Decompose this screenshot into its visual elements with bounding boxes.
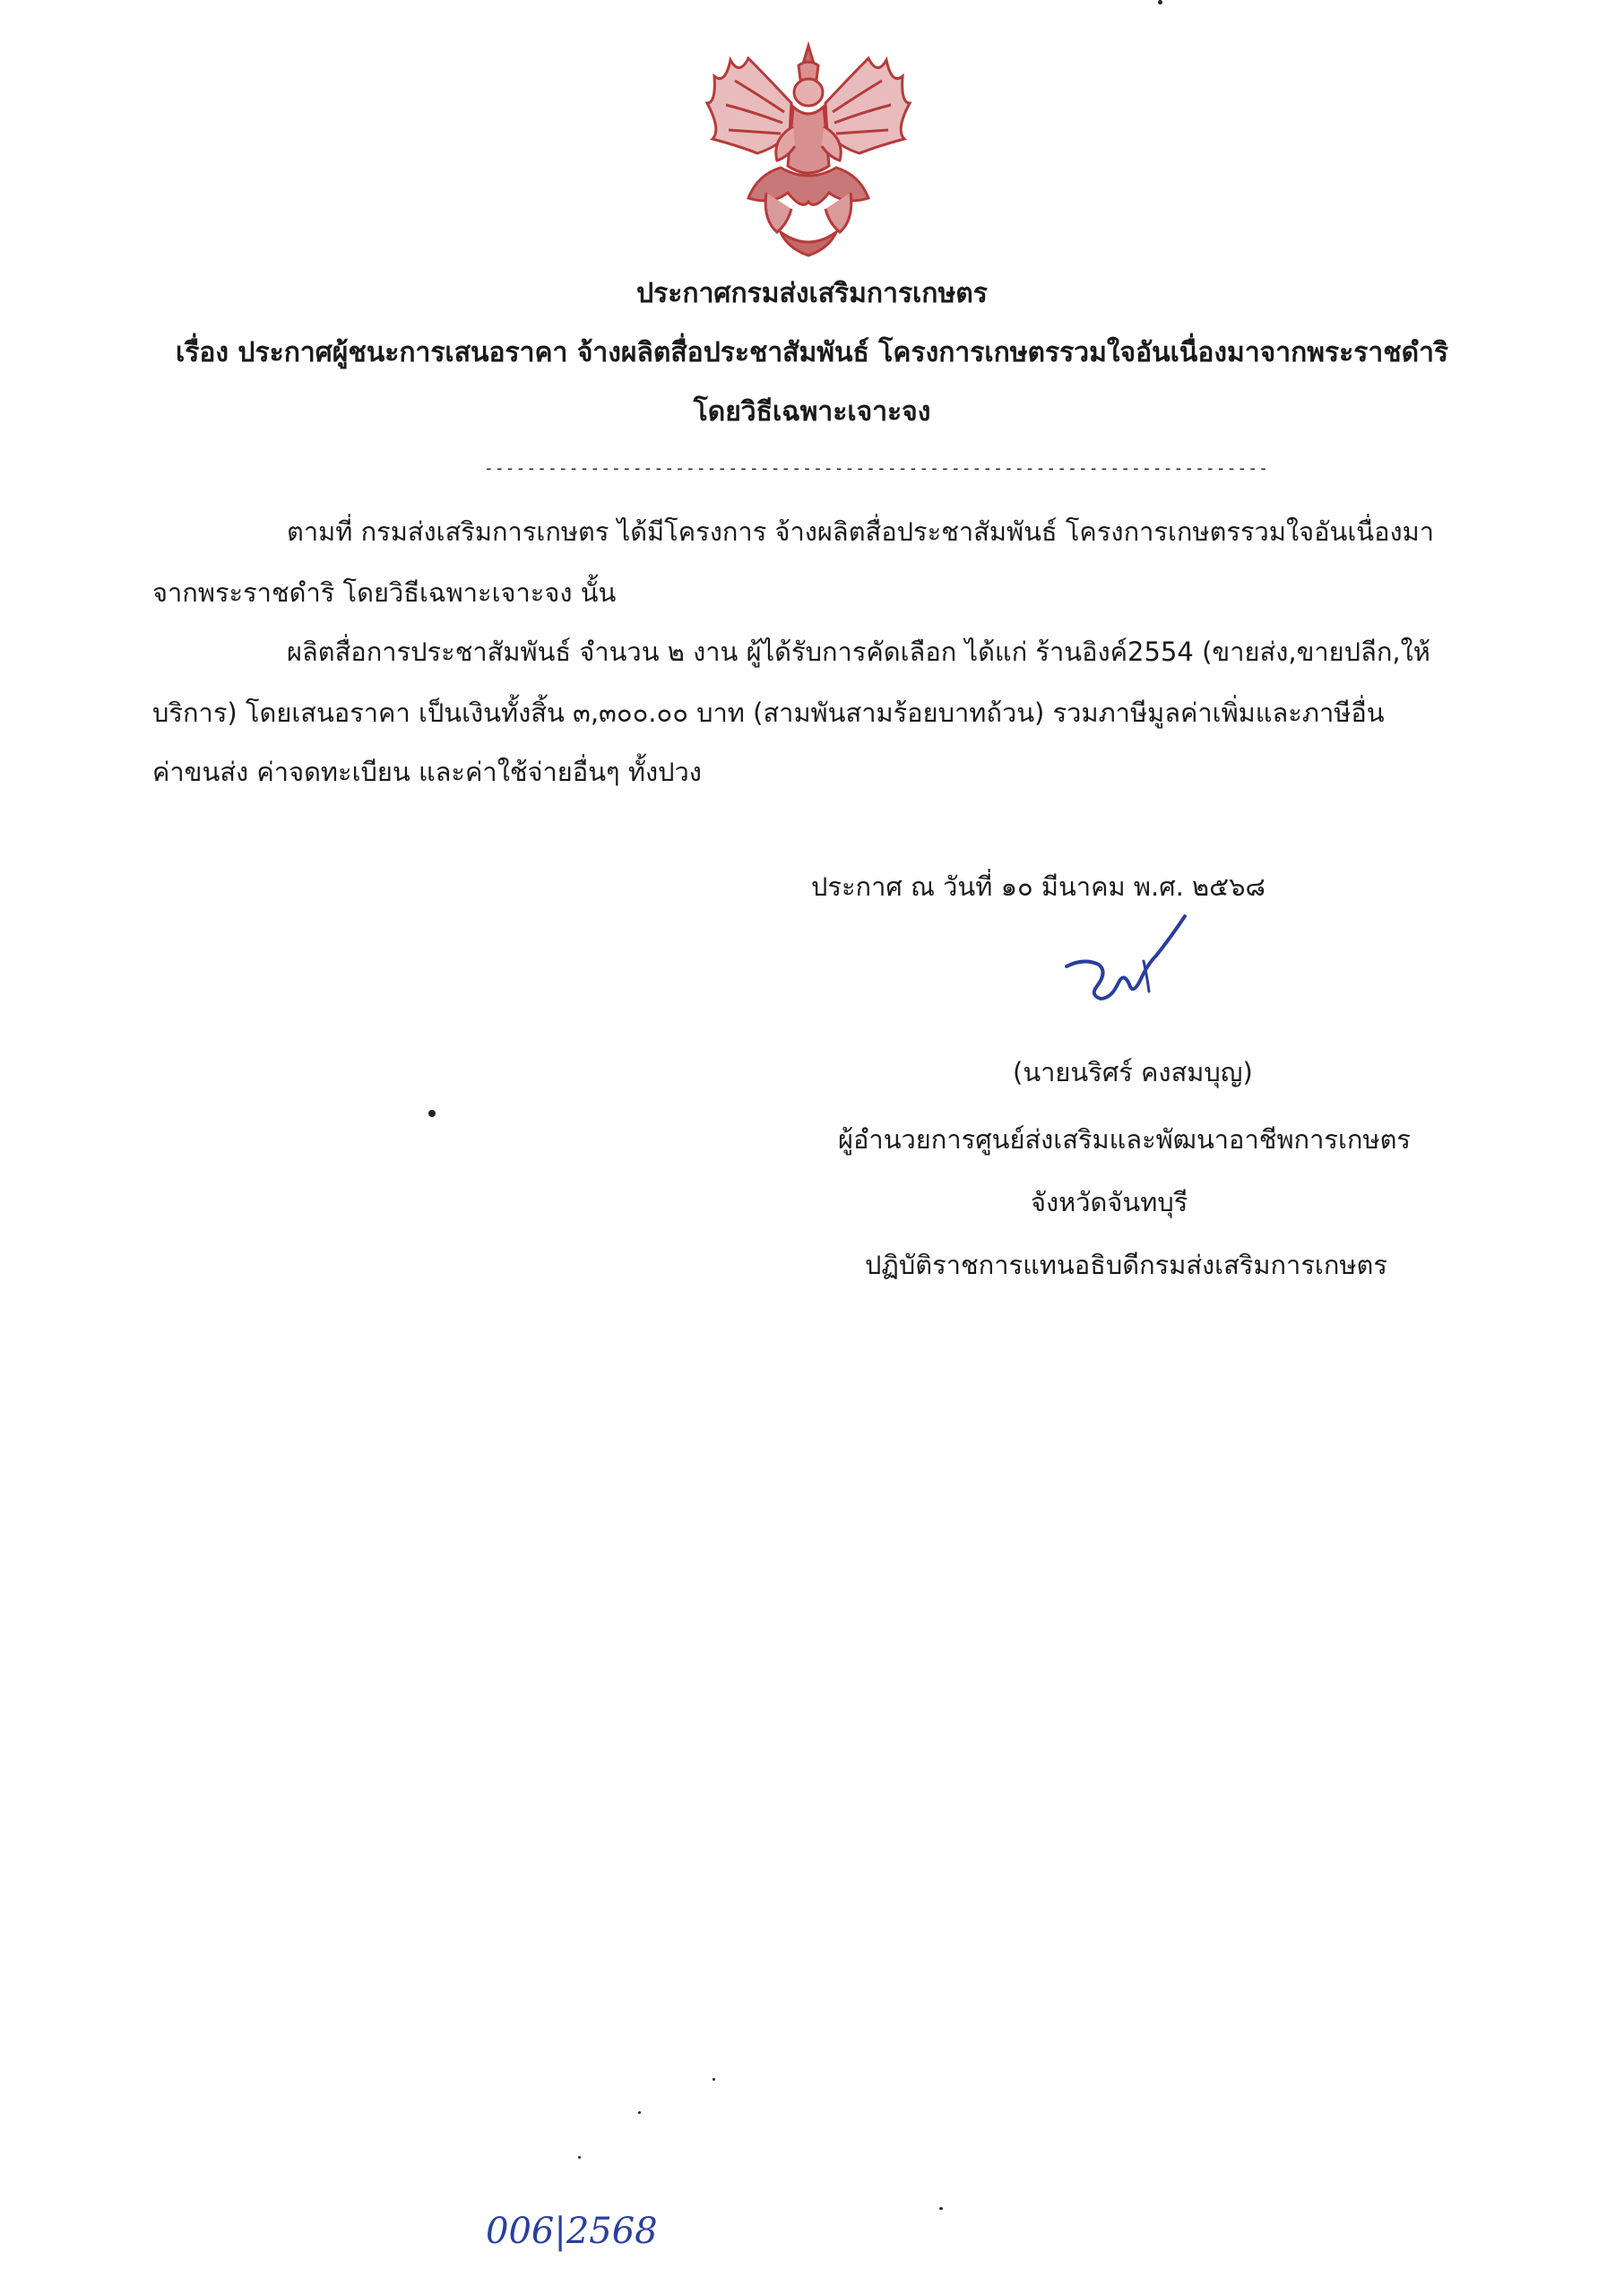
header-divider: -------------------------------------------------------------------------- xyxy=(484,459,1269,478)
handwritten-signature-icon xyxy=(1058,905,1192,1013)
signatory-position-line-2: จังหวัดจันทบุรี xyxy=(1031,1187,1188,1217)
handwritten-document-number-icon xyxy=(484,2204,663,2257)
signatory-position-line-3: ปฏิบัติราชการแทนอธิบดีกรมส่งเสริมการเกษตร xyxy=(865,1250,1387,1280)
scan-speck xyxy=(638,2111,641,2114)
announcement-subject-line-1: เรื่อง ประกาศผู้ชนะการเสนอราคา จ้างผลิตสื่อประชาสัมพันธ์ โครงการเกษตรรวมใจอันเนื่องมาจากพระราชดำริ xyxy=(175,337,1449,368)
scan-speck xyxy=(713,2078,715,2081)
announcement-date: ประกาศ ณ วันที่ ๑๐ มีนาคม พ.ศ. ๒๕๖๘ xyxy=(811,871,1266,902)
scan-speck xyxy=(1158,0,1162,4)
signatory-name: (นายนริศร์ คงสมบุญ) xyxy=(1013,1057,1253,1087)
scan-speck xyxy=(428,1110,436,1117)
garuda-emblem-icon xyxy=(695,40,923,260)
signatory-position-line-1: ผู้อำนวยการศูนย์ส่งเสริมและพัฒนาอาชีพการเกษตร xyxy=(838,1124,1411,1155)
body-paragraph-2-line-3: ค่าขนส่ง ค่าจดทะเบียน และค่าใช้จ่ายอื่นๆ ทั้งปวง xyxy=(152,757,702,787)
announcement-subject-line-2: โดยวิธีเฉพาะเจาะจง xyxy=(693,396,931,428)
announcement-agency-title: ประกาศกรมส่งเสริมการเกษตร xyxy=(636,278,988,309)
body-paragraph-2-line-1: ผลิตสื่อการประชาสัมพันธ์ จำนวน ๒ งาน ผู้ได้รับการคัดเลือก ได้แก่ ร้านอิงค์2554 (ขายส่ง,ขายปลีก,ให้ xyxy=(287,637,1430,667)
scan-speck xyxy=(578,2156,581,2159)
body-paragraph-1-line-2: จากพระราชดำริ โดยวิธีเฉพาะเจาะจง นั้น xyxy=(152,577,617,608)
body-paragraph-1-line-1: ตามที่ กรมส่งเสริมการเกษตร ได้มีโครงการ จ้างผลิตสื่อประชาสัมพันธ์ โครงการเกษตรรวมใจอันเนื่องมา xyxy=(287,516,1435,547)
scan-speck xyxy=(939,2207,943,2210)
body-paragraph-2-line-2: บริการ) โดยเสนอราคา เป็นเงินทั้งสิ้น ๓,๓๐๐.๐๐ บาท (สามพันสามร้อยบาทถ้วน) รวมภาษีมูลค่าเพิ่มและภาษีอื่น xyxy=(152,697,1385,728)
document-number-text: 006|2568 xyxy=(486,2211,658,2252)
